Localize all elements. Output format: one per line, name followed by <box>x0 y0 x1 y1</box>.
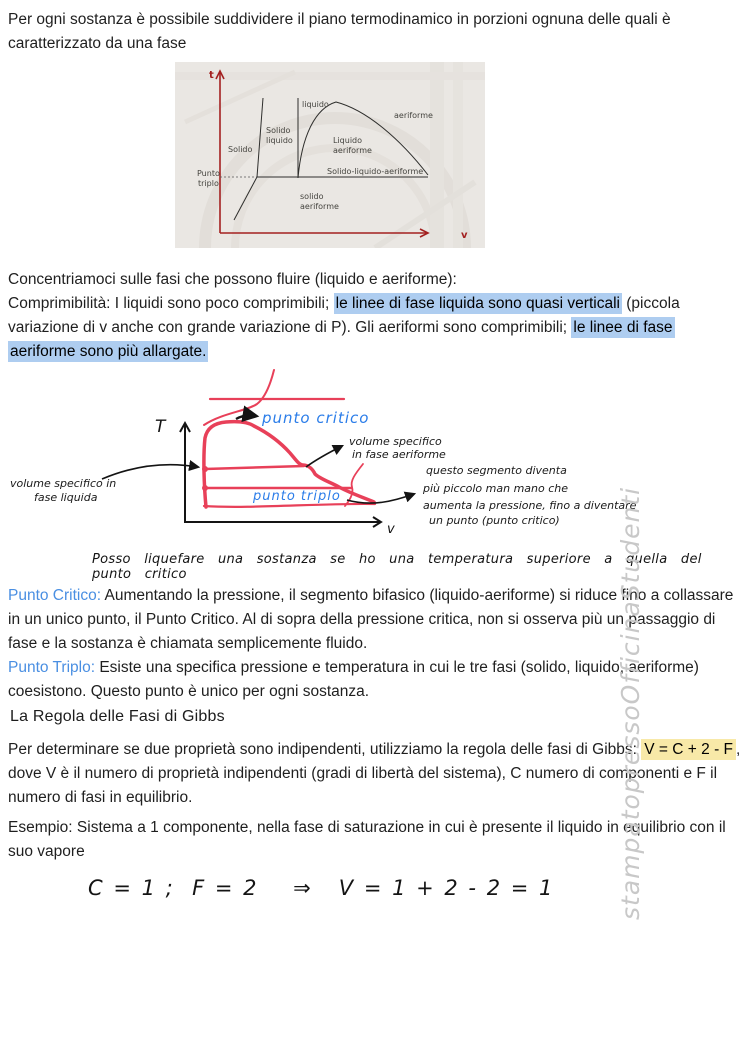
example-paragraph: Esempio: Sistema a 1 componente, nella fase di saturazione in cui è presente il liquido in equilibrio con il suo vapore <box>8 819 726 860</box>
triple-point-text: Esiste una specifica pressione e temperatura in cui le tre fasi (solido, liquido, aeriforme) coesistono. Questo punto è unico per ogni sostanza. <box>8 659 699 700</box>
annotation-far-line3: aumenta la pressione, fino a diventare <box>423 499 637 512</box>
region-label-solido-liquido-2: liquido <box>266 136 293 145</box>
printed-phase-diagram <box>175 62 485 248</box>
region-label-liquido-aeriforme-2: aeriforme <box>333 146 372 155</box>
tie-line-2-dot <box>202 485 208 491</box>
handwritten-caption: Posso liquefare una sostanza se ho una temperatura superiore a quella del punto critico <box>92 552 702 582</box>
critical-point-text: Aumentando la pressione, il segmento bifasico (liquido-aeriforme) si riduce fino a collassare in un unico punto, il Punto Critico. Al di sopra della pressione critica, non si osserva più un passaggio di fase e la sostanza è chiamata semplicemente fluido. <box>8 587 734 652</box>
intro-paragraph: Per ogni sostanza è possibile suddividere il piano termodinamico in porzioni ognuna delle quali è caratterizzato da una fase <box>8 11 671 52</box>
label-punto-triplo-handwritten: punto triplo <box>253 489 341 504</box>
region-label-aeriforme: aeriforme <box>394 111 433 120</box>
hand-axis-v-label: v <box>387 522 395 537</box>
fluids-paragraph <box>8 268 740 364</box>
gibbs-heading: La Regola delle Fasi di Gibbs <box>10 708 225 725</box>
region-label-solido-aeriforme-1: solido <box>300 192 324 201</box>
gibbs-seg2: , dove V è il numero di proprietà indipendenti (gradi di libertà del sistema), C numero di componenti e F il numero di fasi in equilibrio. <box>8 741 741 806</box>
hand-axis-t-label: T <box>155 417 166 437</box>
label-punto-triplo-1: Punto <box>197 169 220 178</box>
annotation-far-line1: questo segmento diventa <box>426 464 567 477</box>
printed-phase-diagram-svg <box>175 62 485 248</box>
region-label-solido-liquido-1: Solido <box>266 126 291 135</box>
annotation-far-line4: un punto (punto critico) <box>429 514 560 527</box>
label-punto-critico-handwritten: punto critico <box>262 409 370 427</box>
annotation-right-line1: volume specifico <box>349 435 442 448</box>
highlight-aeriform-lines: le linee di fase aeriforme sono più allargate. <box>10 319 673 360</box>
figure-background-texture <box>175 62 485 248</box>
highlight-liquid-lines: le linee di fase liquida sono quasi verticali <box>335 295 620 312</box>
critical-point-label: Punto Critico: <box>8 587 102 604</box>
handwritten-formula: C = 1 ; F = 2 ⇒ V = 1 + 2 - 2 = 1 <box>88 876 555 900</box>
printed-axis-v-label: v <box>461 230 468 241</box>
annotation-left-line1: volume specifico in <box>10 477 117 490</box>
fluids-paragraph-body <box>8 292 740 364</box>
fluids-paragraph-line1: Concentriamoci sulle fasi che possono fluire (liquido e aeriforme): <box>8 271 457 288</box>
region-label-solido: Solido <box>228 145 253 154</box>
annotation-left-line2: fase liquida <box>34 491 98 504</box>
gibbs-seg1: Per determinare se due proprietà sono indipendenti, utilizziamo la regola delle fasi di Gibbs: <box>8 741 642 758</box>
annotation-right-line2: in fase aeriforme <box>352 448 446 461</box>
label-triple-line: Solido-liquido-aeriforme <box>327 167 424 176</box>
fluids-seg1: Comprimibilità: I liquidi sono poco comprimibili; <box>8 295 334 312</box>
region-label-liquido: liquido <box>302 100 329 109</box>
triple-point-label: Punto Triplo: <box>8 659 96 676</box>
tie-line-1-dot <box>202 466 208 472</box>
printed-axis-t-label: t <box>209 70 214 81</box>
watermark: stampatopressoOfficinaStudenti <box>616 486 645 920</box>
annotation-far-line2: più piccolo man mano che <box>423 482 569 495</box>
gibbs-formula-highlight: V = C + 2 - F <box>641 739 736 760</box>
label-punto-triplo-2: triplo <box>198 179 219 188</box>
region-label-liquido-aeriforme-1: Liquido <box>333 136 363 145</box>
region-label-solido-aeriforme-2: aeriforme <box>300 202 339 211</box>
fluids-seg2: (piccola variazione di v anche con grande variazione di P). Gli aeriformi sono comprimibili; <box>8 295 680 336</box>
